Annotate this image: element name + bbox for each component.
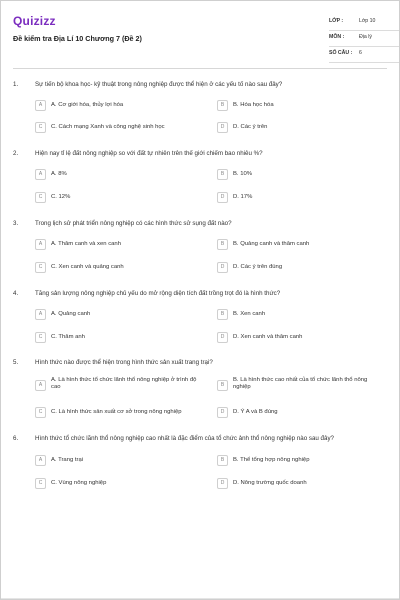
- option-b[interactable]: [217, 239, 385, 252]
- option-c[interactable]: [35, 262, 203, 275]
- option-letter-box: A: [35, 380, 46, 391]
- worksheet-title: Đề kiểm tra Địa Lí 10 Chương 7 (Đề 2): [13, 34, 142, 43]
- option-text: C. Vùng nông nghiệp: [51, 480, 107, 486]
- header-divider: [13, 68, 387, 69]
- question-number: 2.: [13, 150, 19, 157]
- meta-label: MÔN :: [329, 34, 345, 40]
- meta-row-subject: [329, 31, 399, 47]
- option-letter-box: A: [35, 309, 46, 320]
- option-text: D. Các ý trên: [233, 124, 268, 130]
- question-text: Hiện nay tỉ lệ đất nông nghiệp so với đất tự nhiên trên thế giới chiếm bao nhiêu %?: [35, 150, 263, 157]
- option-a[interactable]: [35, 100, 203, 113]
- option-d[interactable]: [217, 122, 385, 135]
- option-text: B. Là hình thức cao nhất của tổ chức lãnh thổ nông nghiệp: [233, 377, 368, 390]
- option-text: A. Là hình thức tổ chức lãnh thổ nông nghiệp ở trình độ cao: [51, 377, 197, 390]
- option-d[interactable]: [217, 262, 385, 275]
- option-text: B. Thể tổng hợp nông nghiệp: [233, 457, 310, 463]
- option-letter-box: B: [217, 169, 228, 180]
- option-a[interactable]: [35, 377, 203, 395]
- option-text: D. 17%: [233, 194, 253, 200]
- option-text: C. Xen canh và quảng canh: [51, 264, 124, 270]
- question-number: 1.: [13, 81, 19, 88]
- option-letter-box: D: [217, 407, 228, 418]
- option-text: A. Trang trại: [51, 457, 84, 463]
- option-b[interactable]: [217, 455, 385, 468]
- question-number: 4.: [13, 290, 19, 297]
- option-text: B. Xen canh: [233, 311, 266, 317]
- question-text: Hình thức tổ chức lãnh thổ nông nghiệp cao nhất là đặc điểm của tổ chức ảnh thổ nông nghiệp nào sau đây?: [35, 435, 334, 442]
- option-text: A. Thâm canh và xen canh: [51, 241, 121, 247]
- question-text: Hình thức nào được thể hiện trong hình thức sản xuất trang trại?: [35, 359, 213, 366]
- option-letter-box: D: [217, 262, 228, 273]
- meta-row-question-count: [329, 47, 399, 63]
- option-letter-box: A: [35, 239, 46, 250]
- worksheet-header: [13, 11, 387, 63]
- question-text: Sự tiến bộ khoa học- kỹ thuật trong nông nghiệp được thể hiện ở các yếu tố nào sau đây?: [35, 81, 283, 88]
- option-letter-box: A: [35, 100, 46, 111]
- meta-label: SỐ CÂU :: [329, 50, 353, 56]
- option-text: D. Các ý trên đúng: [233, 264, 283, 270]
- option-a[interactable]: [35, 169, 203, 182]
- option-text: B. 10%: [233, 171, 252, 177]
- option-letter-box: B: [217, 455, 228, 466]
- option-a[interactable]: [35, 309, 203, 322]
- option-letter-box: C: [35, 332, 46, 343]
- option-text: D. Nông trường quốc doanh: [233, 480, 307, 486]
- option-b[interactable]: [217, 377, 385, 395]
- option-text: D. Ý A và B đúng: [233, 409, 278, 415]
- question-text: Tăng sản lượng nông nghiệp chủ yếu do mở rộng diện tích đất trồng trọt đó là hình thức?: [35, 290, 281, 297]
- option-c[interactable]: [35, 122, 203, 135]
- option-letter-box: C: [35, 122, 46, 133]
- quizizz-logo: Quizizz: [13, 14, 56, 28]
- option-text: C. Là hình thức sản xuất cơ sở trong nông nghiệp: [51, 409, 182, 415]
- option-letter-box: D: [217, 122, 228, 133]
- option-letter-box: D: [217, 192, 228, 203]
- option-letter-box: A: [35, 169, 46, 180]
- option-text: C. Cách mạng Xanh và công nghệ sinh học: [51, 124, 165, 130]
- option-text: D. Xen canh và thâm canh: [233, 334, 303, 340]
- option-d[interactable]: [217, 332, 385, 345]
- worksheet-meta: [329, 15, 399, 63]
- question-number: 3.: [13, 220, 19, 227]
- option-a[interactable]: [35, 455, 203, 468]
- option-letter-box: A: [35, 455, 46, 466]
- option-text: A. Quảng canh: [51, 311, 91, 317]
- option-letter-box: C: [35, 192, 46, 203]
- option-letter-box: C: [35, 262, 46, 273]
- meta-label: LỚP :: [329, 18, 344, 24]
- option-text: A. Cơ giới hóa, thủy lợi hóa: [51, 102, 124, 108]
- option-d[interactable]: [217, 407, 385, 420]
- option-c[interactable]: [35, 407, 203, 420]
- option-c[interactable]: [35, 478, 203, 491]
- option-letter-box: B: [217, 100, 228, 111]
- option-c[interactable]: [35, 192, 203, 205]
- option-text: B. Quảng canh và thâm canh: [233, 241, 310, 247]
- meta-row-class: [329, 15, 399, 31]
- meta-value: Địa lý: [359, 34, 372, 40]
- option-b[interactable]: [217, 309, 385, 322]
- option-letter-box: D: [217, 332, 228, 343]
- page-bottom-edge: [1, 598, 399, 599]
- option-text: A. 8%: [51, 171, 67, 177]
- question-number: 6.: [13, 435, 19, 442]
- option-text: C. Thâm anh: [51, 334, 85, 340]
- option-letter-box: B: [217, 380, 228, 391]
- option-text: C. 12%: [51, 194, 71, 200]
- meta-value: 6: [359, 50, 362, 56]
- option-b[interactable]: [217, 100, 385, 113]
- option-letter-box: C: [35, 407, 46, 418]
- option-letter-box: D: [217, 478, 228, 489]
- question-number: 5.: [13, 359, 19, 366]
- option-letter-box: C: [35, 478, 46, 489]
- option-letter-box: B: [217, 309, 228, 320]
- option-c[interactable]: [35, 332, 203, 345]
- meta-value: Lớp 10: [359, 18, 376, 24]
- option-text: B. Hóa học hóa: [233, 102, 274, 108]
- option-a[interactable]: [35, 239, 203, 252]
- option-letter-box: B: [217, 239, 228, 250]
- option-d[interactable]: [217, 478, 385, 491]
- option-b[interactable]: [217, 169, 385, 182]
- question-text: Trong lịch sử phát triển nông nghiệp có các hình thức sử sụng đất nào?: [35, 220, 232, 227]
- option-d[interactable]: [217, 192, 385, 205]
